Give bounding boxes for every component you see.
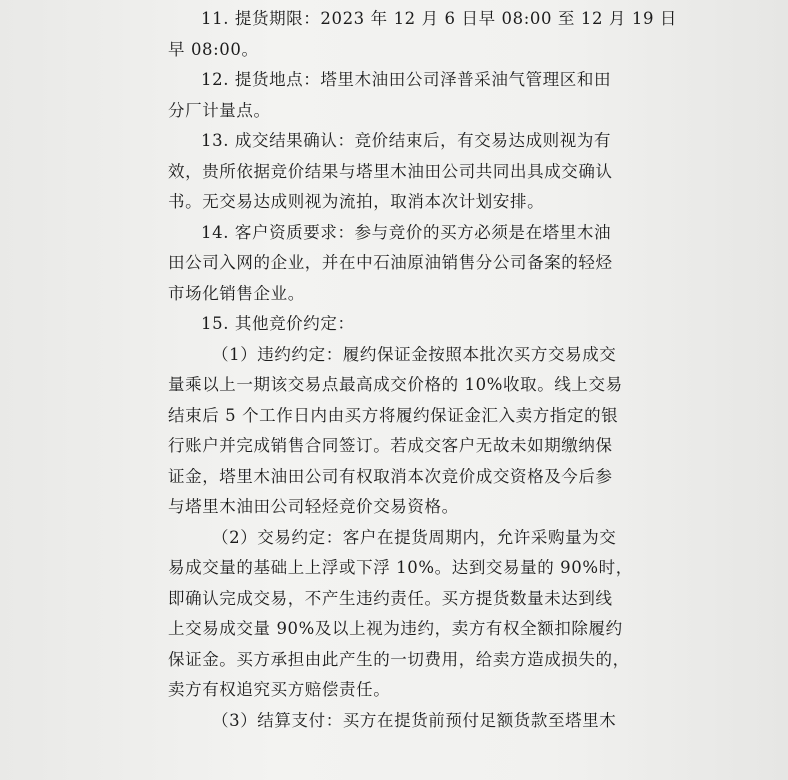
text-line: （2）交易约定：客户在提货周期内，允许采购量为交 (212, 527, 617, 547)
text-line: 保证金。买方承担由此产生的一切费用，给卖方造成损失的， (168, 649, 630, 669)
text-line: 分厂计量点。 (168, 100, 271, 120)
text-line: 结束后 5 个工作日内由买方将履约保证金汇入卖方指定的银 (168, 405, 619, 425)
text-line: 14. 客户资质要求：参与竞价的买方必须是在塔里木油 (201, 222, 612, 242)
text-line: 卖方有权追究买方赔偿责任。 (168, 680, 391, 699)
text-line: 证金，塔里木油田公司有权取消本次竞价成交资格及今后参 (168, 466, 613, 486)
text-line: 市场化销售企业。 (168, 283, 305, 303)
text-line: 12. 提货地点：塔里木油田公司泽普采油气管理区和田 (201, 70, 612, 89)
text-line: 书。无交易达成则视为流拍，取消本次计划安排。 (168, 192, 545, 211)
text-line: 量乘以上一期该交易点最高成交价格的 10%收取。线上交易 (168, 375, 623, 394)
text-line: （3）结算支付：买方在提货前预付足额货款至塔里木 (212, 710, 617, 730)
text-line: 田公司入网的企业，并在中石油原油销售分公司备案的轻烃 (168, 253, 613, 272)
text-line: 早 08:00。 (168, 39, 259, 59)
document-body (168, 4, 678, 736)
text-line: 与塔里木油田公司轻烃竞价交易资格。 (168, 497, 459, 516)
text-line: （1）违约约定：履约保证金按照本批次买方交易成交 (212, 344, 617, 364)
text-line: 15. 其他竞价约定： (201, 314, 355, 333)
text-line: 效，贵所依据竞价结果与塔里木油田公司共同出具成交确认 (168, 161, 613, 181)
text-line: 13. 成交结果确认：竞价结束后，有交易达成则视为有 (201, 131, 612, 150)
text-line: 行账户并完成销售合同签订。若成交客户无故未如期缴纳保 (168, 436, 613, 455)
text-line: 11. 提货期限：2023 年 12 月 6 日早 08:00 至 12 月 19 日 (201, 9, 678, 28)
text-line: 即确认完成交易，不产生违约责任。买方提货数量未达到线 (168, 588, 613, 608)
text-line: 上交易成交量 90%及以上视为违约，卖方有权全额扣除履约 (168, 619, 623, 638)
text-line: 易成交量的基础上上浮或下浮 10%。达到交易量的 90%时， (168, 558, 633, 577)
